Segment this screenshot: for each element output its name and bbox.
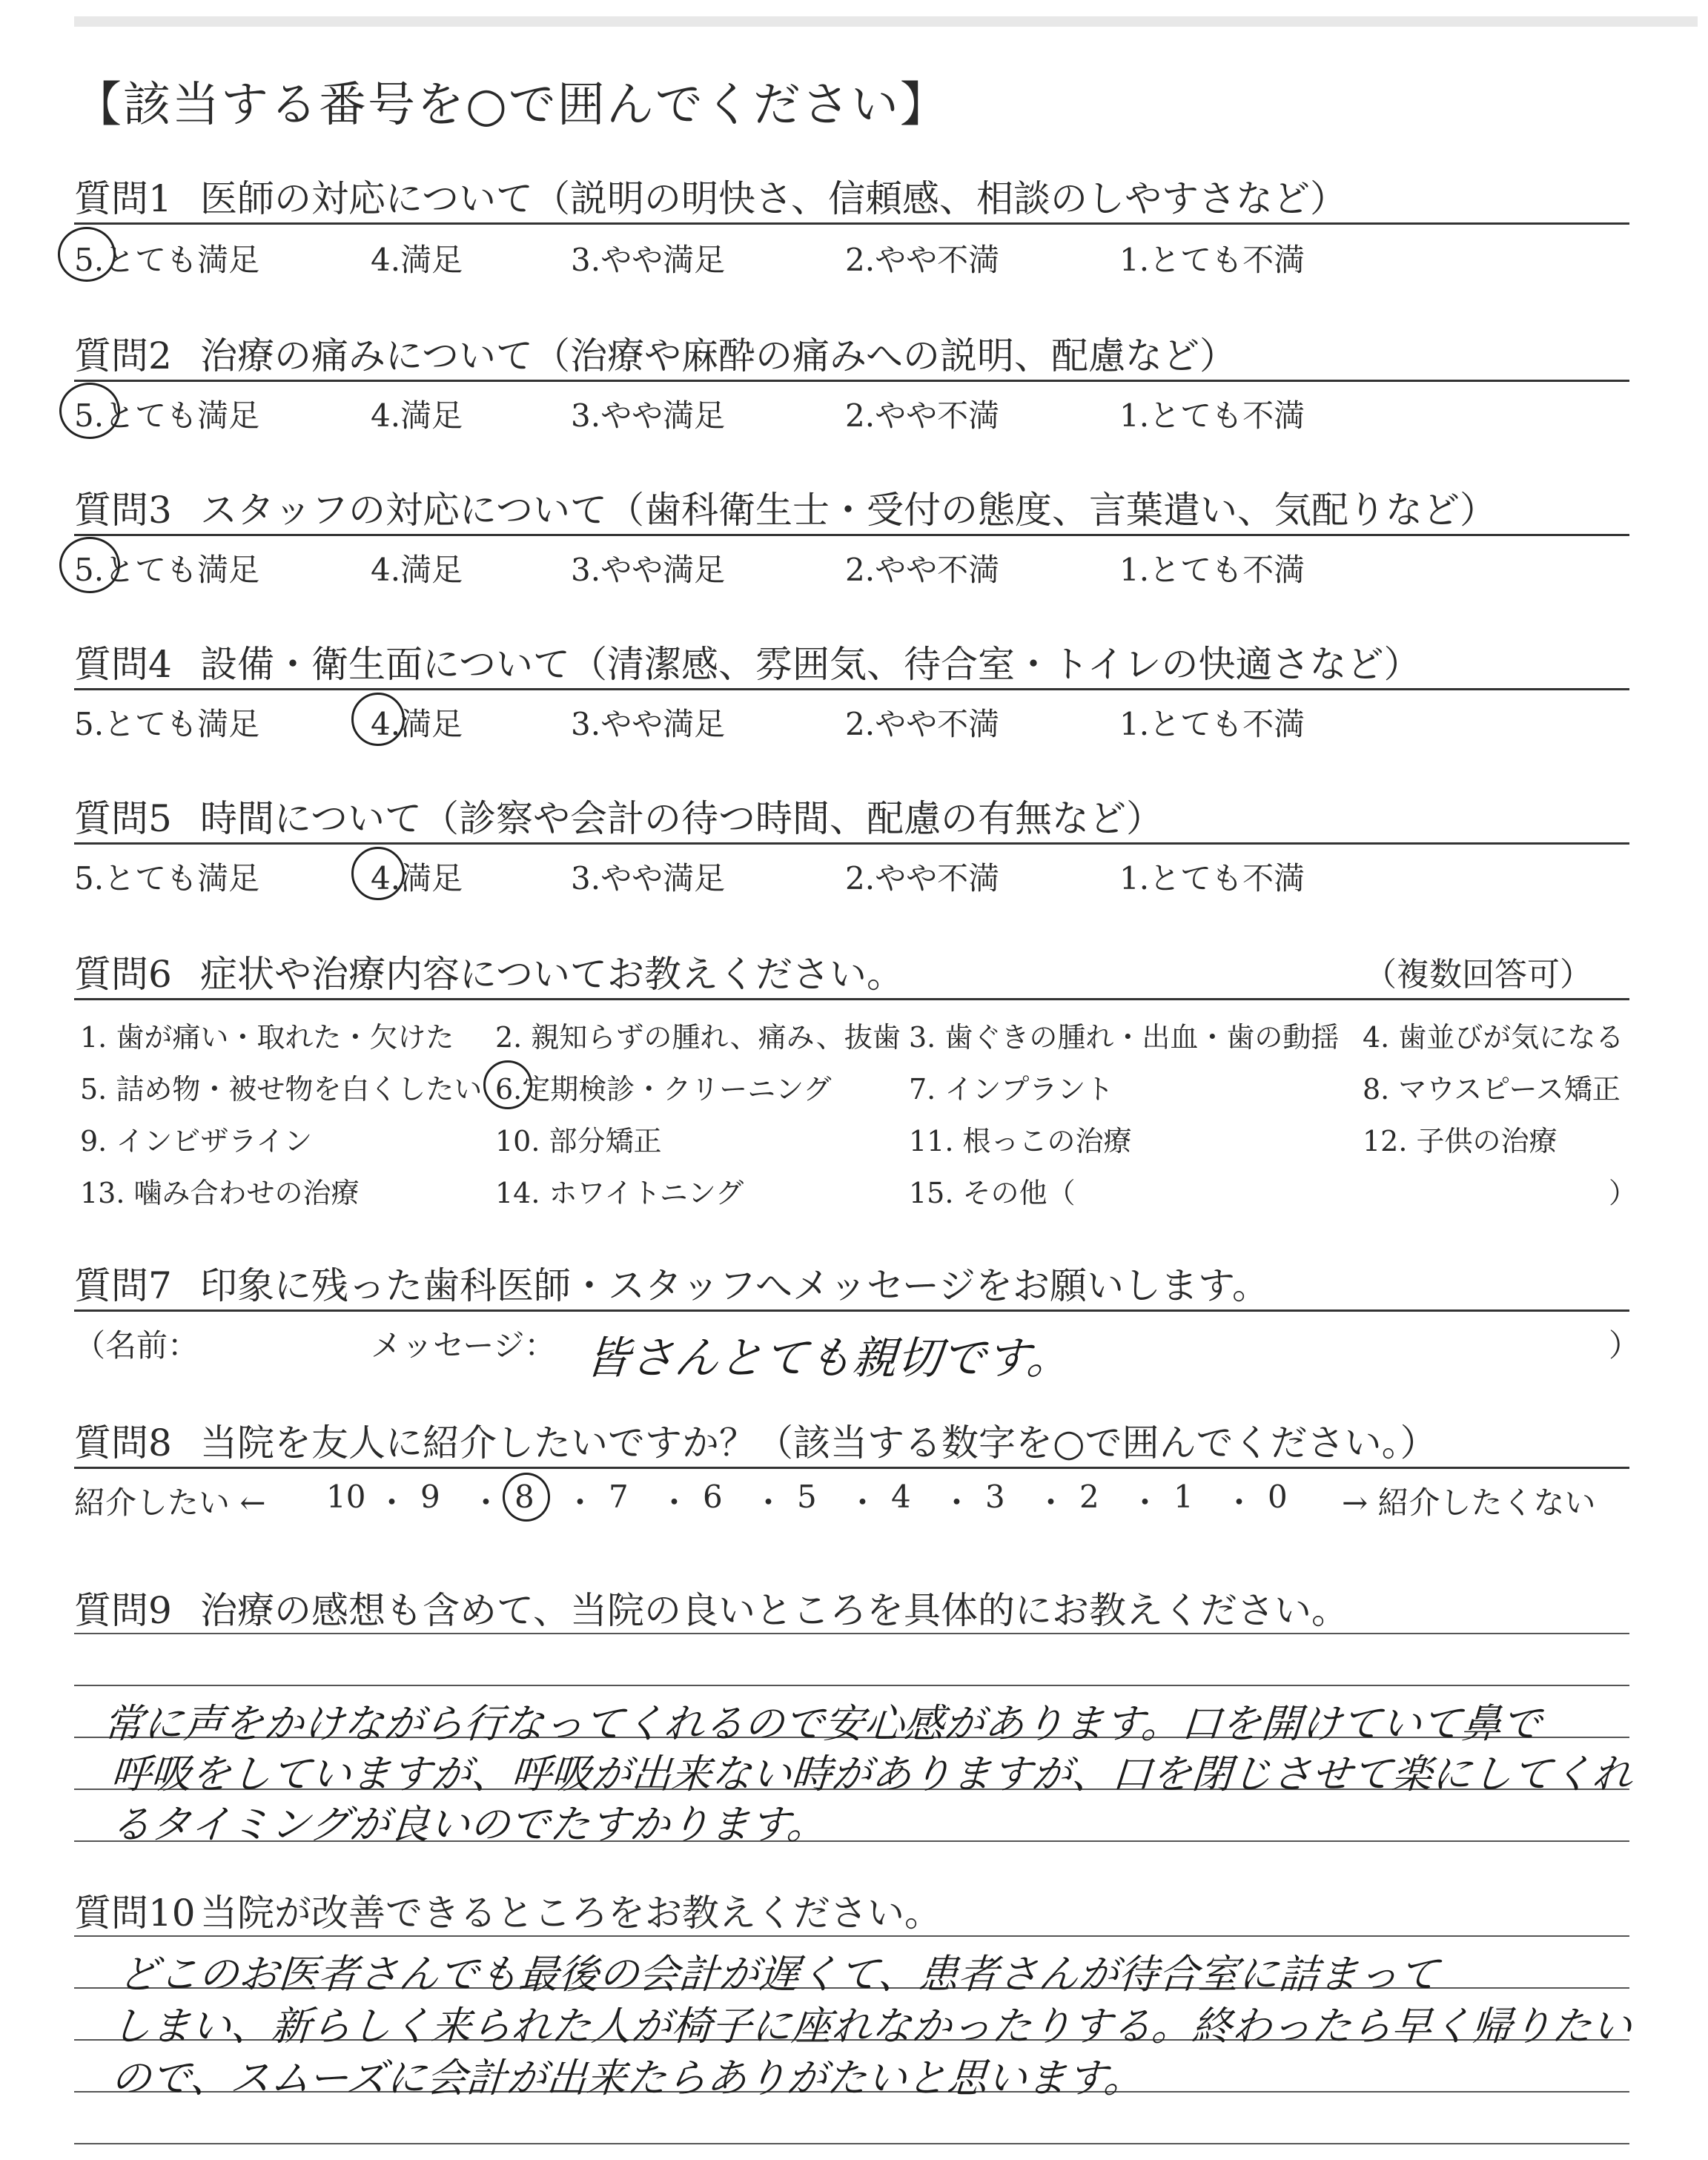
q8-right-label: → 紹介したくない bbox=[1342, 1484, 1596, 1521]
q1-option-5[interactable]: 5.とても満足 bbox=[74, 242, 260, 278]
q8-scale-separator-dot: ・ bbox=[470, 1484, 502, 1521]
question-10-text: 当院が改善できるところをお教えください。 bbox=[200, 1892, 941, 1935]
q3-selection-circle bbox=[59, 537, 120, 593]
question-2-text: 治療の痛みについて（治療や麻酔の痛みへの説明、配慮など） bbox=[200, 334, 1237, 377]
question-3-rule bbox=[74, 534, 1629, 536]
question-5 bbox=[74, 789, 1163, 842]
q6-option-4[interactable]: 4. 歯並びが気になる bbox=[1363, 1021, 1624, 1054]
q6-option-8[interactable]: 8. マウスピース矯正 bbox=[1363, 1073, 1621, 1106]
q6-option-5[interactable]: 5. 詰め物・被せ物を白くしたい bbox=[80, 1073, 483, 1106]
question-10 bbox=[74, 1883, 941, 1937]
question-1-number: 質問1 bbox=[74, 177, 172, 220]
q8-scale-0[interactable]: 0 bbox=[1268, 1479, 1288, 1515]
q7-close-paren: ） bbox=[1609, 1327, 1641, 1364]
q6-option-6[interactable]: 6.定期検診・クリーニング bbox=[495, 1073, 832, 1106]
q8-left-label: 紹介したい ← bbox=[74, 1484, 266, 1521]
question-6 bbox=[74, 945, 904, 998]
q9-line-1 bbox=[74, 1685, 1629, 1686]
q6-option-1[interactable]: 1. 歯が痛い・取れた・欠けた bbox=[80, 1021, 454, 1054]
question-4 bbox=[74, 635, 1421, 688]
q8-scale-separator-dot: ・ bbox=[376, 1484, 408, 1521]
question-6-rule bbox=[74, 998, 1629, 1000]
q4-option-2[interactable]: 2.やや不満 bbox=[845, 706, 1000, 742]
question-3-number: 質問3 bbox=[74, 489, 172, 532]
q5-selection-circle bbox=[351, 847, 405, 900]
q8-selection-circle bbox=[503, 1473, 550, 1522]
q2-option-2[interactable]: 2.やや不満 bbox=[845, 397, 1000, 434]
q4-option-1[interactable]: 1.とても不満 bbox=[1119, 706, 1305, 742]
q8-scale-separator-dot: ・ bbox=[847, 1484, 878, 1521]
q2-selection-circle bbox=[59, 383, 120, 439]
q6-option-13[interactable]: 13. 噛み合わせの治療 bbox=[80, 1177, 360, 1209]
q8-scale-3[interactable]: 3 bbox=[985, 1479, 1005, 1515]
question-8-number: 質問8 bbox=[74, 1421, 172, 1464]
q8-scale-4[interactable]: 4 bbox=[891, 1479, 911, 1515]
q8-scale-separator-dot: ・ bbox=[658, 1484, 690, 1521]
q7-handwritten-message: 皆さんとても親切です。 bbox=[583, 1332, 1073, 1384]
q10-handwritten-line-1: どこのお医者さんでも最後の会計が遅くて、患者さんが待合室に詰まって bbox=[116, 1951, 1440, 1998]
question-8 bbox=[74, 1413, 1437, 1467]
question-9 bbox=[74, 1581, 1348, 1634]
question-5-number: 質問5 bbox=[74, 797, 172, 840]
q3-option-1[interactable]: 1.とても不満 bbox=[1119, 552, 1305, 588]
q5-option-4[interactable]: 4.満足 bbox=[371, 860, 463, 896]
q10-handwritten-line-2: しまい、新らしく来られた人が椅子に座れなかったりする。終わったら早く帰りたい bbox=[109, 2003, 1634, 2050]
q6-option-12[interactable]: 12. 子供の治療 bbox=[1363, 1125, 1558, 1157]
q8-scale-separator-dot: ・ bbox=[1129, 1484, 1161, 1521]
question-2-rule bbox=[74, 380, 1629, 382]
q1-option-1[interactable]: 1.とても不満 bbox=[1119, 242, 1305, 278]
question-1-rule bbox=[74, 222, 1629, 225]
question-7-text: 印象に残った歯科医師・スタッフへメッセージをお願いします。 bbox=[200, 1264, 1269, 1307]
q9-handwritten-line-3: るタイミングが良いのでたすかります。 bbox=[109, 1801, 829, 1848]
q3-option-2[interactable]: 2.やや不満 bbox=[845, 552, 1000, 588]
q4-selection-circle bbox=[351, 693, 405, 746]
q2-option-4[interactable]: 4.満足 bbox=[371, 397, 463, 434]
q8-scale-6[interactable]: 6 bbox=[703, 1479, 723, 1515]
q2-option-5[interactable]: 5.とても満足 bbox=[74, 397, 260, 434]
question-10-number: 質問10 bbox=[74, 1892, 196, 1935]
q1-option-4[interactable]: 4.満足 bbox=[371, 242, 463, 278]
question-4-rule bbox=[74, 688, 1629, 690]
question-7-number: 質問7 bbox=[74, 1264, 172, 1307]
q6-option-9[interactable]: 9. インビザライン bbox=[80, 1125, 313, 1157]
q10-handwritten-line-3: ので、スムーズに会計が出来たらありがたいと思います。 bbox=[109, 2055, 1146, 2101]
q2-option-1[interactable]: 1.とても不満 bbox=[1119, 397, 1305, 434]
q8-scale-9[interactable]: 9 bbox=[420, 1479, 440, 1515]
q8-scale-7[interactable]: 7 bbox=[609, 1479, 629, 1515]
q1-option-3[interactable]: 3.やや満足 bbox=[571, 242, 726, 278]
q8-scale-5[interactable]: 5 bbox=[797, 1479, 817, 1515]
question-7-rule bbox=[74, 1309, 1629, 1312]
question-6-note: （複数回答可） bbox=[1364, 956, 1592, 994]
q7-name-label: （名前： bbox=[74, 1327, 199, 1364]
q1-option-2[interactable]: 2.やや不満 bbox=[845, 242, 1000, 278]
q4-option-5[interactable]: 5.とても満足 bbox=[74, 706, 260, 742]
q9-handwritten-line-2: 呼吸をしていますが、呼吸が出来ない時がありますが、口を閉じさせて楽にしてくれ bbox=[109, 1751, 1634, 1797]
question-4-text: 設備・衛生面について（清潔感、雰囲気、待合室・トイレの快適さなど） bbox=[200, 643, 1421, 686]
q4-option-3[interactable]: 3.やや満足 bbox=[571, 706, 726, 742]
question-4-number: 質問4 bbox=[74, 643, 172, 686]
q8-scale-separator-dot: ・ bbox=[1223, 1484, 1255, 1521]
question-5-text: 時間について（診察や会計の待つ時間、配慮の有無など） bbox=[200, 797, 1163, 840]
q6-option-10[interactable]: 10. 部分矯正 bbox=[495, 1125, 662, 1157]
q4-option-4[interactable]: 4.満足 bbox=[371, 706, 463, 742]
q5-option-3[interactable]: 3.やや満足 bbox=[571, 860, 726, 896]
q6-option-11[interactable]: 11. 根っこの治療 bbox=[909, 1125, 1132, 1157]
question-9-text: 治療の感想も含めて、当院の良いところを具体的にお教えください。 bbox=[200, 1589, 1348, 1632]
q3-option-5[interactable]: 5.とても満足 bbox=[74, 552, 260, 588]
q8-scale-1[interactable]: 1 bbox=[1174, 1479, 1194, 1515]
q6-option-3[interactable]: 3. 歯ぐきの腫れ・出血・歯の動揺 bbox=[909, 1021, 1340, 1054]
q5-option-1[interactable]: 1.とても不満 bbox=[1119, 860, 1305, 896]
question-1-text: 医師の対応について（説明の明快さ、信頼感、相談のしやすさなど） bbox=[200, 177, 1347, 220]
question-5-rule bbox=[74, 842, 1629, 845]
question-2-number: 質問2 bbox=[74, 334, 172, 377]
q6-option-14[interactable]: 14. ホワイトニング bbox=[495, 1177, 744, 1209]
q6-selection-circle bbox=[483, 1060, 532, 1109]
question-2 bbox=[74, 326, 1237, 380]
q5-option-2[interactable]: 2.やや不満 bbox=[845, 860, 1000, 896]
top-edge-bar bbox=[74, 16, 1698, 27]
q8-scale-separator-dot: ・ bbox=[752, 1484, 784, 1521]
q6-option-2[interactable]: 2. 親知らずの腫れ、痛み、抜歯 bbox=[495, 1021, 901, 1054]
q8-scale-8[interactable]: 8 bbox=[514, 1479, 534, 1515]
q6-option-15[interactable]: 15. その他（ bbox=[909, 1177, 1076, 1209]
q5-option-5[interactable]: 5.とても満足 bbox=[74, 860, 260, 896]
q8-scale-10[interactable]: 10 bbox=[326, 1479, 366, 1515]
q8-scale-2[interactable]: 2 bbox=[1079, 1479, 1099, 1515]
q8-scale-separator-dot: ・ bbox=[564, 1484, 596, 1521]
q9-line-0 bbox=[74, 1633, 1629, 1634]
q3-option-3[interactable]: 3.やや満足 bbox=[571, 552, 726, 588]
q10-line-4 bbox=[74, 2143, 1629, 2144]
question-8-rule bbox=[74, 1467, 1629, 1469]
q7-message-label: メッセージ： bbox=[371, 1327, 556, 1364]
question-8-text: 当院を友人に紹介したいですか？（該当する数字を○で囲んでください。） bbox=[200, 1421, 1437, 1464]
q6-option-7[interactable]: 7. インプラント bbox=[909, 1073, 1114, 1106]
question-6-text: 症状や治療内容についてお教えください。 bbox=[200, 953, 904, 996]
form-header: 【該当する番号を○で囲んでください】 bbox=[74, 78, 949, 133]
question-7 bbox=[74, 1256, 1269, 1309]
q1-selection-circle bbox=[58, 227, 116, 282]
q6-other-close-paren: ） bbox=[1609, 1177, 1638, 1209]
q2-option-3[interactable]: 3.やや満足 bbox=[571, 397, 726, 434]
q8-scale-separator-dot: ・ bbox=[1035, 1484, 1067, 1521]
q10-line-0 bbox=[74, 1935, 1629, 1937]
question-3 bbox=[74, 480, 1497, 534]
question-6-number: 質問6 bbox=[74, 953, 172, 996]
question-3-text: スタッフの対応について（歯科衛生士・受付の態度、言葉遣い、気配りなど） bbox=[200, 489, 1497, 532]
q9-handwritten-line-1: 常に声をかけながら行なってくれるので安心感があります。口を開けていて鼻で bbox=[102, 1700, 1543, 1747]
question-1 bbox=[74, 169, 1347, 222]
question-9-number: 質問9 bbox=[74, 1589, 172, 1632]
q3-option-4[interactable]: 4.満足 bbox=[371, 552, 463, 588]
q8-scale-separator-dot: ・ bbox=[941, 1484, 973, 1521]
